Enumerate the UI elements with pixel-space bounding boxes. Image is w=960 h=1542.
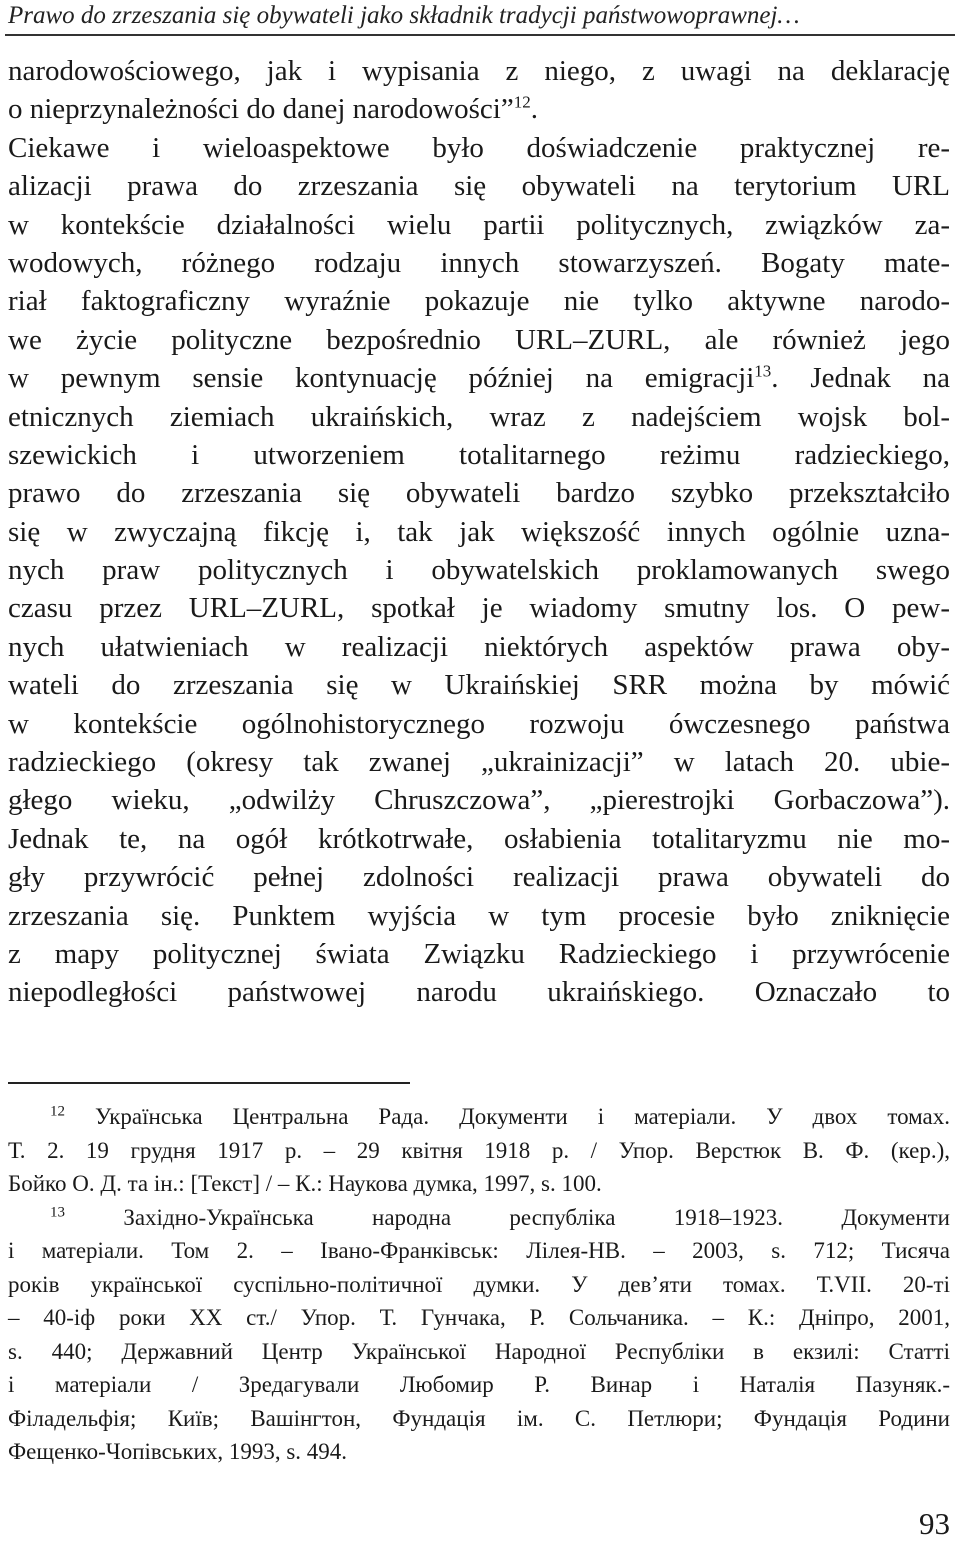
line-text: etnicznych ziemiach ukraińskich, wraz z nadejściem wojsk bol- (8, 400, 950, 433)
page-number: 93 (919, 1506, 950, 1541)
line-text: wateli do zrzeszania się w Ukraińskiej SRR można by mówić (8, 669, 950, 702)
body-line (8, 398, 950, 436)
footnote-line (8, 1201, 950, 1235)
footnote-line (8, 1268, 950, 1302)
body-line (8, 628, 950, 666)
footnote-text: і матеріали. Том 2. – Івано-Франківськ: Лілея-НВ. – 2003, s. 712; Тисяча (8, 1238, 950, 1263)
line-text: w kontekście działalności wielu partii politycznych, związków za- (8, 208, 950, 241)
line-text: szewickich i utworzeniem totalitarnego reżimu radzieckiego, (8, 438, 950, 471)
footnote-ref[interactable]: 12 (513, 92, 531, 112)
line-text: riał faktograficzny wyraźnie pokazuje nie tylko aktywne narodo- (8, 285, 950, 318)
footnote-line (8, 1435, 950, 1469)
footnote-line (8, 1301, 950, 1335)
body-line (8, 321, 950, 359)
body-line (8, 743, 950, 781)
footnote-text: s. 440; Державний Центр Української Народної Республіки в екзилі: Статті (8, 1338, 950, 1364)
body-line (8, 244, 950, 282)
line-text: narodowościowego, jak i wypisania z niego, z uwagi na deklarację (8, 55, 950, 87)
body-line (8, 436, 950, 474)
footnote-line (8, 1134, 950, 1168)
line-text: niepodległości państwowej narodu ukraińskiego. Oznaczało to (8, 976, 950, 1009)
line-text: się w zwyczajną fikcję i, tak jak większość innych ogólnie uzna- (8, 515, 950, 548)
line-text: . Jednak na (771, 362, 950, 395)
body-line (8, 52, 950, 90)
line-text: w pewnym sensie kontynuację później na emigracji (8, 362, 755, 395)
body-line (8, 781, 950, 819)
footnote-number: 13 (50, 1203, 65, 1220)
body-line (8, 589, 950, 627)
line-text: prawo do zrzeszania się obywateli bardzo szybko przekształciło (8, 477, 950, 510)
footnote-line (8, 1234, 950, 1268)
line-text: głego wieku, „odwilży Chruszczowa”, „pierestrojki Gorbaczowa”). (8, 784, 950, 817)
line-text: nych ułatwieniach w realizacji niektórych aspektów prawa oby- (8, 630, 950, 663)
body-line (8, 474, 950, 512)
footnote-text: Філадельфія; Київ; Вашінгтон, Фундація ім. С. Петлюри; Фундація Родини (8, 1405, 950, 1431)
footnote-number: 12 (50, 1103, 65, 1120)
body-text (8, 52, 950, 1012)
footnote-text: – 40-іф роки ХХ ст./ Упор. Т. Гунчака, Р. Сольчаника. – К.: Дніпро, 2001, (8, 1305, 950, 1330)
line-text: . (530, 93, 538, 126)
body-line (8, 897, 950, 935)
body-line (8, 935, 950, 973)
footnote-separator (8, 1082, 410, 1084)
footnote-text: Фещенко-Чопівських, 1993, s. 494. (8, 1439, 348, 1464)
line-text: gły przywrócić pełnej zdolności realizacji prawa obywateli do (8, 861, 950, 894)
footnote-line (8, 1335, 950, 1369)
line-text: radzieckiego (okresy tak zwanej „ukrainizacji” w latach 20. ubie- (8, 746, 950, 779)
body-line (8, 206, 950, 244)
line-text: Jednak te, na ogół krótkotrwałe, osłabienia totalitaryzmu nie mo- (8, 822, 950, 855)
body-line (8, 551, 950, 589)
line-text: wodowych, różnego rodzaju innych stowarzyszeń. Bogaty mate- (8, 246, 950, 279)
line-text: czasu przez URL–ZURL, spotkał je wiadomy smutny los. O pew- (8, 592, 950, 625)
body-line (8, 973, 950, 1011)
body-line (8, 90, 950, 128)
body-line (8, 282, 950, 320)
footnote-line (8, 1402, 950, 1436)
footnotes (8, 1100, 950, 1469)
body-line (8, 705, 950, 743)
footnote-text: Українська Центральна Рада. Документи і матеріали. У двох томах. (65, 1104, 950, 1129)
running-header: Prawo do zrzeszania się obywateli jako składnik tradycji państwowoprawnej… (8, 2, 800, 29)
line-text: nych praw politycznych i obywatelskich proklamowanych swego (8, 554, 950, 587)
line-text: we życie polityczne bezpośrednio URL–ZURL, ale również jego (8, 323, 950, 356)
line-text: alizacji prawa do zrzeszania się obywateli na terytorium URL (8, 170, 950, 203)
line-text: zrzeszania się. Punktem wyjścia w tym procesie było zniknięcie (8, 899, 950, 932)
footnote-text: Бойко О. Д. та ін.: [Текст] / – К.: Наукова думка, 1997, s. 100. (8, 1171, 602, 1196)
line-text: z mapy politycznej świata Związku Radzieckiego i przywrócenie (8, 937, 950, 970)
body-line (8, 513, 950, 551)
line-text: Ciekawe i wieloaspektowe było doświadczenie praktycznej re- (8, 131, 950, 164)
footnote-text: Т. 2. 19 грудня 1917 р. – 29 квітня 1918 р. / Упор. Верстюк В. Ф. (кер.), (8, 1137, 950, 1163)
line-text: o nieprzynależności do danej narodowości” (8, 93, 514, 126)
footnote-text: Західно-Українська народна республіка 1918–1923. Документи (65, 1204, 950, 1230)
body-line (8, 359, 950, 397)
body-line (8, 167, 950, 205)
body-line (8, 820, 950, 858)
footnote-line (8, 1167, 950, 1201)
footnote-text: років української суспільно-політичної думки. У дев’яти томах. Т.VII. 20-ті (8, 1271, 950, 1297)
footnote-line (8, 1368, 950, 1402)
header-rule (5, 34, 955, 36)
footnote-ref[interactable]: 13 (754, 361, 772, 381)
body-line (8, 858, 950, 896)
footnote-line (8, 1100, 950, 1134)
body-line (8, 666, 950, 704)
line-text: w kontekście ogólnohistorycznego rozwoju ówczesnego państwa (8, 707, 950, 740)
footnote-text: і матеріали / Зредагували Любомир Р. Винар і Наталія Пазуняк.- (8, 1372, 950, 1397)
body-line (8, 129, 950, 167)
